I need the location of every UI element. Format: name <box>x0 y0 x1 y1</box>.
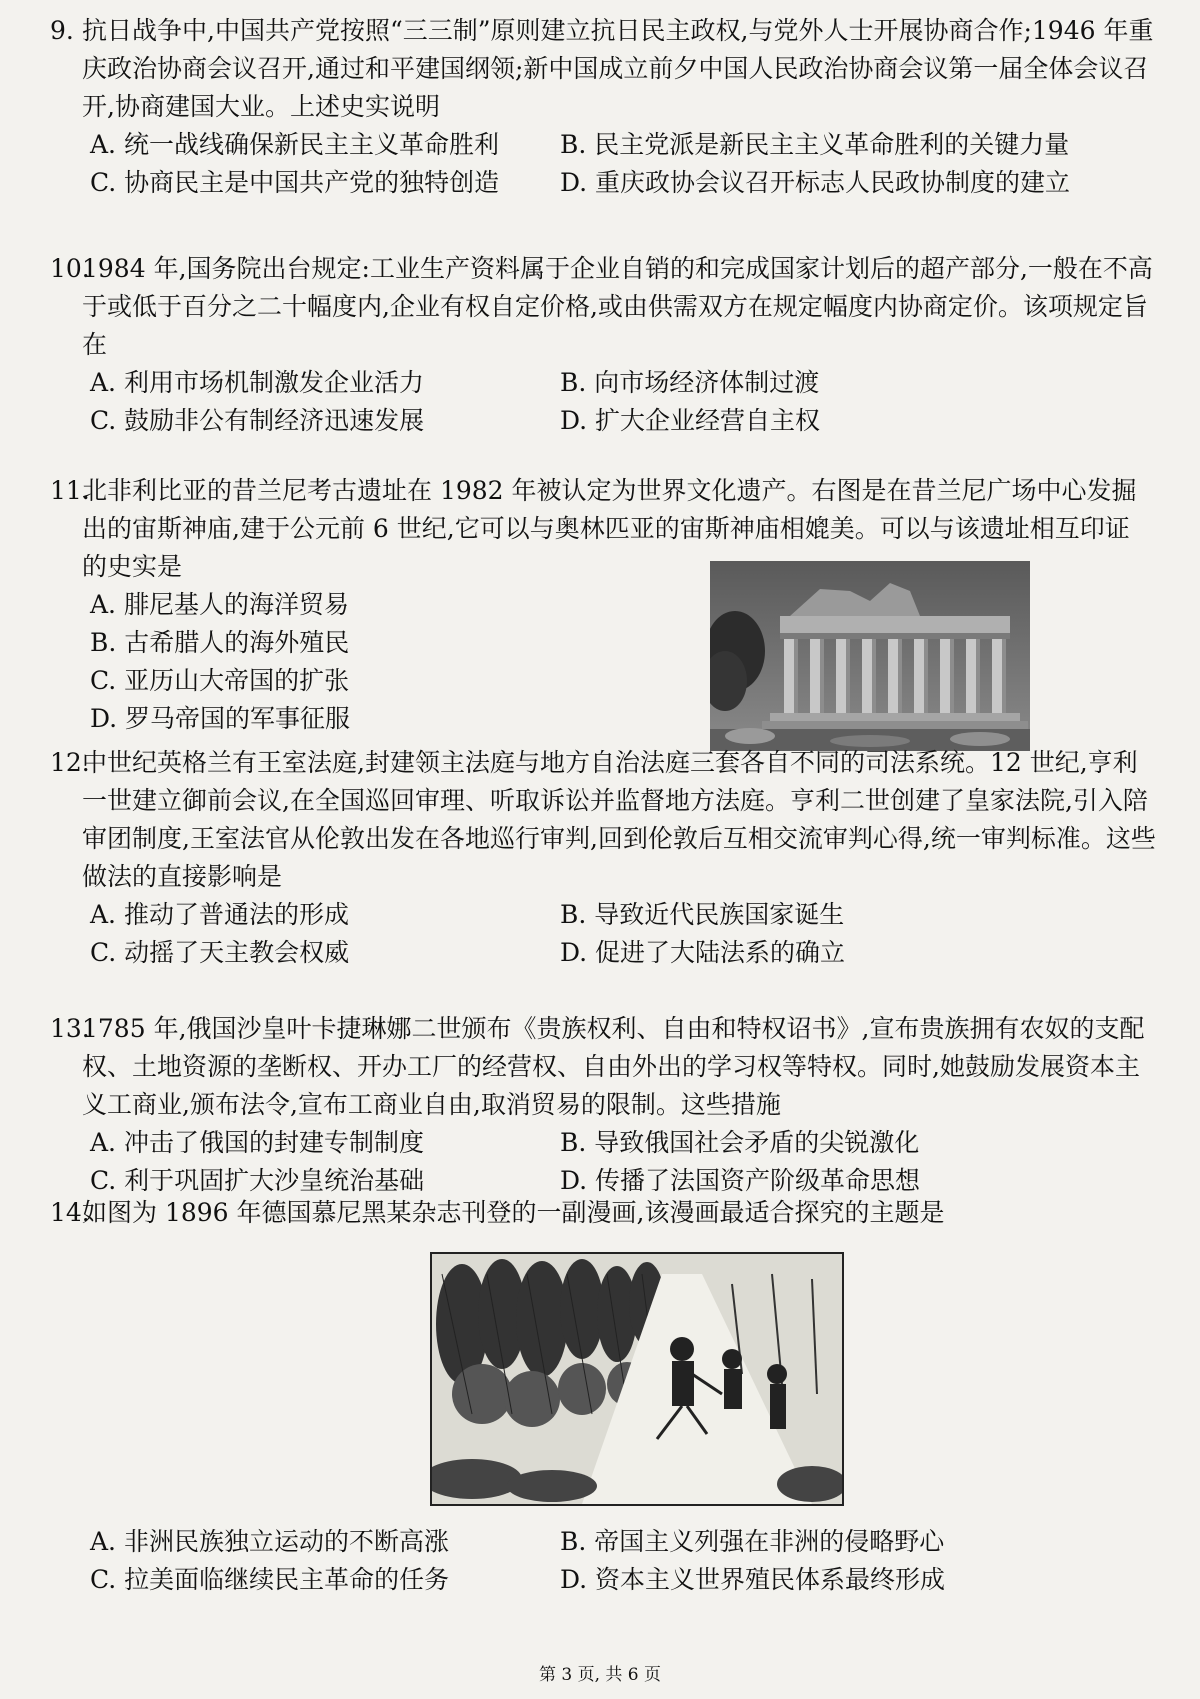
question-text: 中世纪英格兰有王室法庭,封建领主法庭与地方自治法庭三套各自不同的司法系统。12 世纪,亨利一世建立御前会议,在全国巡回审理、听取诉讼并监督地方法庭。亨利二世创建了皇家法院,引入陪审团制度,王室法官从伦敦出发在各地巡行审判,回到伦敦后互相交流审判心得,统一审判标准。这些做法的直接影响是 <box>82 748 1156 891</box>
question-stem <box>50 12 1160 126</box>
options <box>50 1523 1160 1599</box>
option-a[interactable]: A. 冲击了俄国的封建专制制度 <box>90 1128 424 1157</box>
options <box>50 1124 1160 1200</box>
option-c[interactable]: C. 亚历山大帝国的扩张 <box>90 666 350 695</box>
option-c[interactable]: C. 动摇了天主教会权威 <box>90 938 350 967</box>
question-stem <box>50 1010 1160 1124</box>
question-text: 如图为 1896 年德国慕尼黑某杂志刊登的一副漫画,该漫画最适合探究的主题是 <box>82 1198 945 1227</box>
question-stem <box>50 1194 1160 1232</box>
question-text: 1984 年,国务院出台规定:工业生产资料属于企业自销的和完成国家计划后的超产部分,一般在不高于或低于百分之二十幅度内,企业有权自定价格,或由供需双方在规定幅度内协商定价。该项规定旨在 <box>82 254 1153 359</box>
option-b[interactable]: B. 向市场经济体制过渡 <box>560 368 820 397</box>
question-number: 10. <box>50 254 90 283</box>
question-10 <box>50 250 1160 440</box>
option-d[interactable]: D. 资本主义世界殖民体系最终形成 <box>560 1565 946 1594</box>
question-number: 12. <box>50 748 90 777</box>
option-a[interactable]: A. 腓尼基人的海洋贸易 <box>90 590 349 619</box>
option-d[interactable]: D. 传播了法国资产阶级革命思想 <box>560 1166 921 1195</box>
option-c[interactable]: C. 拉美面临继续民主革命的任务 <box>90 1565 450 1594</box>
question-13 <box>50 1010 1160 1200</box>
option-a[interactable]: A. 推动了普通法的形成 <box>90 900 349 929</box>
option-b[interactable]: B. 导致近代民族国家诞生 <box>560 900 845 929</box>
question-text: 北非利比亚的昔兰尼考古遗址在 1982 年被认定为世界文化遗产。右图是在昔兰尼广场中心发掘出的宙斯神庙,建于公元前 6 世纪,它可以与奥林匹亚的宙斯神庙相媲美。可以与该遗址相互印证的史实是 <box>82 476 1137 581</box>
options <box>50 896 1160 972</box>
question-14-options <box>50 1523 1160 1599</box>
options <box>50 126 1160 202</box>
question-14 <box>50 1194 1160 1232</box>
temple-photo <box>710 561 1030 751</box>
zeus-temple-image <box>710 561 1030 751</box>
question-number: 9. <box>50 16 74 45</box>
question-text: 抗日战争中,中国共产党按照“三三制”原则建立抗日民主政权,与党外人士开展协商合作;1946 年重庆政治协商会议召开,通过和平建国纲领;新中国成立前夕中国人民政治协商会议第一届全体会议召开,协商建国大业。上述史实说明 <box>82 16 1154 121</box>
option-d[interactable]: D. 重庆政协会议召开标志人民政协制度的建立 <box>560 168 1071 197</box>
question-text: 1785 年,俄国沙皇叶卡捷琳娜二世颁布《贵族权利、自由和特权诏书》,宣布贵族拥有农奴的支配权、土地资源的垄断权、开办工厂的经营权、自由外出的学习权等特权。同时,她鼓励发展资本主义工商业,颁布法令,宣布工商业自由,取消贸易的限制。这些措施 <box>82 1014 1145 1119</box>
option-c[interactable]: C. 协商民主是中国共产党的独特创造 <box>90 168 500 197</box>
question-number: 14. <box>50 1198 90 1227</box>
option-d[interactable]: D. 罗马帝国的军事征服 <box>90 704 351 733</box>
page-footer: 第 3 页, 共 6 页 <box>538 1665 662 1685</box>
question-number: 11. <box>50 476 90 505</box>
colonial-cartoon-illustration <box>432 1254 842 1504</box>
question-12 <box>50 744 1160 972</box>
options <box>50 364 1160 440</box>
option-c[interactable]: C. 鼓励非公有制经济迅速发展 <box>90 406 425 435</box>
options <box>50 586 650 738</box>
option-d[interactable]: D. 促进了大陆法系的确立 <box>560 938 846 967</box>
question-9 <box>50 12 1160 202</box>
option-b[interactable]: B. 帝国主义列强在非洲的侵略野心 <box>560 1527 945 1556</box>
option-a[interactable]: A. 统一战线确保新民主主义革命胜利 <box>90 130 499 159</box>
option-b[interactable]: B. 古希腊人的海外殖民 <box>90 628 350 657</box>
cartoon-image <box>430 1252 844 1506</box>
question-stem <box>50 744 1160 896</box>
option-a[interactable]: A. 非洲民族独立运动的不断高涨 <box>90 1527 449 1556</box>
option-b[interactable]: B. 民主党派是新民主主义革命胜利的关键力量 <box>560 130 1070 159</box>
question-number: 13. <box>50 1014 90 1043</box>
option-c[interactable]: C. 利于巩固扩大沙皇统治基础 <box>90 1166 425 1195</box>
option-d[interactable]: D. 扩大企业经营自主权 <box>560 406 821 435</box>
question-stem <box>50 250 1160 364</box>
option-a[interactable]: A. 利用市场机制激发企业活力 <box>90 368 424 397</box>
option-b[interactable]: B. 导致俄国社会矛盾的尖锐激化 <box>560 1128 920 1157</box>
